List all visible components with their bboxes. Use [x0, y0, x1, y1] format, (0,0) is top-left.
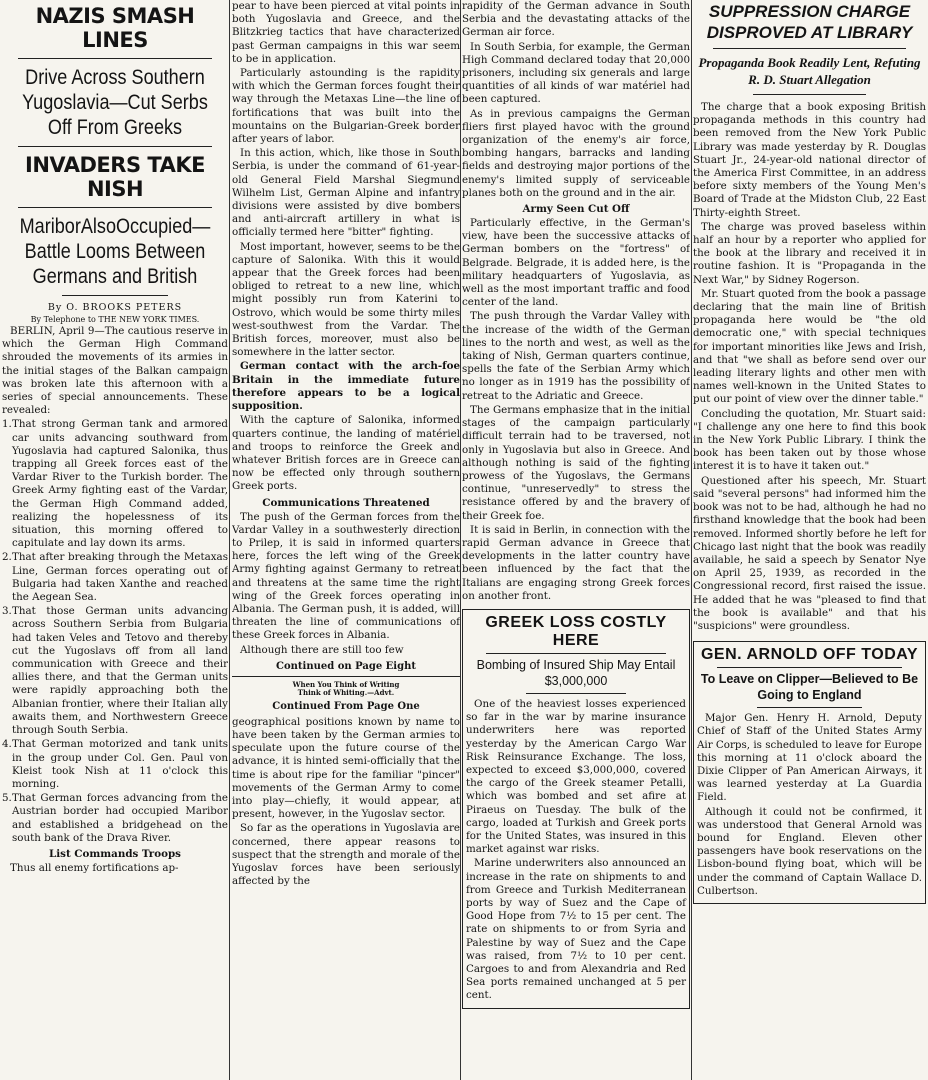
paragraph: In South Serbia, for example, the German High Command declared today that 20,000 prisoners, including six generals and large quantities of all kinds of war matériel had been captured.: [462, 40, 690, 106]
paragraph: So far as the operations in Yugoslavia are concerned, there appear reasons to suspect that the strength and morale of the Yugoslav forces have been seriously affected by the: [232, 822, 460, 888]
divider: [18, 207, 212, 208]
library-headline: SUPPRESSION CHARGE DISPROVED AT LIBRARY: [706, 2, 913, 42]
paragraph: The charge that a book exposing British propaganda methods in this country had been removed from the New York Public Library was made yesterday by R. Douglas Stuart Jr., 24-year-old national director of the America First Committee, in an address before sixty members of the Young Men's Board of Trade at the Midston Club, 22 East Thirty-eighth Street.: [693, 101, 926, 219]
paragraph: As in previous campaigns the German fliers first played havoc with the ground organization of the enemy's air force, bombing hangars, barracks and landing fields and destroying major portions of the enemy's limited supply of serviceable planes both on the ground and in the air.: [462, 107, 690, 199]
deck-1: Drive Across Southern Yugoslavia—Cut Serbs Off From Greeks: [22, 66, 208, 139]
divider: [18, 146, 212, 147]
paragraph: The charge was proved baseless within half an hour by a reporter who applied for the book at the library and received it in routine fashion. It is "Propaganda in the Next War," by Sidney Rogerson.: [693, 220, 926, 286]
box-headline: GEN. ARNOLD OFF TODAY: [700, 646, 919, 664]
list-item: 2. That after breaking through the Metaxas Line, German forces operating out of Bulgaria had taken Xanthe and reached the Aegean Sea.: [2, 551, 228, 604]
paragraph: It is said in Berlin, in connection with the rapid German advance in Greece that developments in the latter country have been influenced by the fact that the Italians are engaging strong Greek forces on another front.: [462, 523, 690, 602]
second-headline: INVADERS TAKE NISH: [25, 153, 205, 201]
divider: [526, 693, 626, 694]
divider: [232, 676, 460, 677]
paragraph: Questioned after his speech, Mr. Stuart said "several persons" had informed him the book was not to be had, although he had no firsthand knowledge that the book had been removed. Informed shortly before he left for Chicago last night that the book was readily available, he said a speech by Senator Nye on April 25, 1939, as recorded in the Congressional record, first raised the issue. He added that he was "pleased to find that the book is available" and that his "suspicions" were groundless.: [693, 474, 926, 632]
column-3: [462, 0, 690, 1080]
article-box: [693, 641, 926, 904]
subhead: List Commands Troops: [49, 847, 181, 860]
box-subhead: Bombing of Insured Ship May Entail $3,000,000: [476, 657, 676, 688]
list-item: 4. That German motorized and tank units in the group under Col. Gen. Paul von Kleist took Nish at 11 o'clock this morning.: [2, 738, 228, 790]
column-rule: [229, 0, 230, 1080]
paragraph: Particularly effective, in the German's view, have been the successive attacks of German bombers on the "fortress" of Belgrade. Belgrade, it is added here, is the military headquarters of Yugoslavia, as well as the most important traffic and food center of the land.: [462, 217, 690, 309]
continued-line: Continued From Page One: [272, 700, 420, 712]
wire-credit: By Telephone to THE NEW YORK TIMES.: [30, 315, 200, 324]
paragraph: rapidity of the German advance in South Serbia and the devastating attacks of the German air force.: [462, 0, 690, 39]
subhead: Communications Threatened: [262, 496, 430, 509]
list-item: 5. That German forces advancing from the Austrian border had occupied Maribor and established a bridgehead on the south bank of the Drava River.: [2, 792, 228, 844]
paragraph: Major Gen. Henry H. Arnold, Deputy Chief of Staff of the United States Army Air Corps, is scheduled to leave for Europe this morning at 11 o'clock aboard the Dixie Clipper of Pan American Airways, it was learned yesterday at La Guardia Field.: [697, 712, 922, 804]
deck-2: MariborAlsoOccupied— Battle Looms Between Germans and British: [19, 215, 211, 288]
paragraph: Most important, however, seems to be the capture of Salonika. With this it would appear that the Greek forces had been obliged to retreat to a new line, which might possibly run from Katerini to Ostrovo, which would be some thirty miles west-southwest from the Vardar. The British forces, moreover, must also be somewhere in the latter sector.: [232, 240, 460, 359]
paragraph: With the capture of Salonika, informed quarters continue, the landing of matériel and troops to reinforce the Greek and whatever British forces are in Greece can now be effected only through southern Greek ports.: [232, 414, 460, 493]
main-headline: NAZIS SMASH LINES: [35, 4, 195, 52]
library-deck: Propaganda Book Readily Lent, Refuting R. D. Stuart Allegation: [698, 55, 921, 87]
box-subhead: To Leave on Clipper—Believed to Be Going to England: [700, 672, 919, 703]
paragraph: One of the heaviest losses experienced so far in the war by marine insurance underwriters here was reported yesterday by the American Cargo War Risk Reinsurance Exchange. The loss, expected to exceed $3,000,000, covered the cargo of the Greek steamer Petalli, which was bombed and set afire at Piraeus on Tuesday. The bulk of the cargo, loaded at Turkish and Greek ports for the United States, was insured in this market against war risks.: [466, 697, 686, 856]
paragraph: Although it could not be confirmed, it was understood that General Arnold was bound for England. Eleven other passengers have book reservations on the Lisbon-bound flying boat, which will be under the command of Captain Wallace D. Culbertson.: [697, 805, 922, 897]
box-headline: GREEK LOSS COSTLY HERE: [485, 613, 667, 649]
divider: [18, 58, 212, 59]
paragraph: The push of the German forces from the Vardar Valley in a southwesterly direction to Prilep, it is said in informed quarters here, forces the left wing of the Greek Army fighting against Germany to retreat and threatens at the same time the right wing of the Greek forces operating in Albania. The German push, it is added, will threaten the line of communications of these Greek forces in Albania.: [232, 510, 460, 642]
column-rule: [460, 0, 461, 1080]
paragraph: Mr. Stuart quoted from the book a passage declaring that the main line of British propaganda here would be "the old democratic one," with special techniques for important minorities like Jews and Irish, and that "we shall as before send over our leading literary lights and other men with names well-known in the United States to put our point of view over the dinner table.": [693, 287, 926, 406]
ad-line: When You Think of Writing: [292, 679, 400, 689]
list-item: 3. That those German units advancing across Southern Serbia from Bulgaria had taken Veles and Tetovo and thereby cut the Yugoslavs off from all land communication with Greece and their allies there, and that the German units were rapidly approaching both the Albanian frontier, where their Italian ally awaits them, and Northwestern Greece through South Serbia.: [2, 605, 228, 737]
paragraph: Particularly astounding is the rapidity with which the German forces fought their way through the Metaxas Line—the line of fortifications that was built into the mountains on the Bulgarian-Greek border after years of labor.: [232, 67, 460, 146]
paragraph: German contact with the arch-foe Britain in the immediate future therefore appears to be a logical supposition.: [232, 360, 460, 413]
column-2: [232, 0, 460, 1080]
divider: [713, 48, 906, 49]
column-rule: [691, 0, 692, 1080]
continued-line: Continued on Page Eight: [276, 660, 416, 672]
paragraph: The push through the Vardar Valley with the increase of the width of the German lines to the north and west, as well as the taking of Nish, German quarters continue, spells the fate of the Serbian Army which no longer as in 1919 has the possibility of retreat to the Adriatic and Greece.: [462, 310, 690, 402]
paragraph: The Germans emphasize that in the initial stages of the campaign particularly difficult terrain had to be traversed, not only in Yugoslavia but also in Greece. And although nothing is said of the fighting prowess of the Yugoslavs, the Germans continue, "unreservedly" to stress the resistance offered by and the bravery of their Greek foe.: [462, 403, 690, 522]
paragraph: pear to have been pierced at vital points in both Yugoslavia and Greece, and the Blitzkrieg tactics that have characterized past German campaigns in this war seem to be in application.: [232, 0, 460, 65]
paragraph: Marine underwriters also announced an increase in the rate on shipments to and from Greece and Turkish Mediterranean ports by way of Suez and the Cape of Good Hope from 7½ to 15 per cent. The rate on shipments to or from Syria and Palestine by way of Suez and the Cape was raised, from 7½ to 10 per cent. Cargoes to and from Alexandria and Red Sea ports remained unchanged at 5 per cent.: [466, 857, 686, 1002]
subhead: Army Seen Cut Off: [522, 203, 630, 216]
column-4: [693, 0, 926, 1080]
divider: [753, 94, 866, 95]
divider: [717, 667, 902, 668]
paragraph: Thus all enemy fortifications ap-: [10, 861, 179, 874]
article-box: [462, 609, 690, 1009]
divider: [62, 295, 168, 296]
byline: By O. BROOKS PETERS: [47, 302, 183, 313]
divider: [757, 707, 862, 708]
divider: [486, 653, 666, 654]
paragraph: Concluding the quotation, Mr. Stuart said: "I challenge any one here to find this book in the New York Public Library. I think the book has been taken out by those whose interest it is to have it taken out.": [693, 407, 926, 473]
paragraph: In this action, which, like those in South Serbia, is under the command of 61-year-old General Field Marshal Siegmund Wilhelm List, German Alpine and infantry divisions were assisted by dive bombers and anti-aircraft artillery in what is officially termed here "bitter" fighting.: [232, 147, 460, 239]
column-1: [2, 0, 228, 1080]
ad-line: Think of Whiting.—Advt.: [297, 687, 395, 697]
list-item: 1. That strong German tank and armored car units advancing southward from Yugoslavia had captured Salonika, thus trapping all Greek forces east of the Vardar River to the Turkish border. The Greek Army fighting east of the Vardar, the German High Command added, realizing the hopelessness of its situation, this morning offered to capitulate and lay down its arms.: [2, 418, 228, 550]
paragraph: Although there are still too few: [240, 643, 404, 656]
lead-paragraph: BERLIN, April 9—The cautious reserve in which the German High Command shrouded the movements of its armies in the initial stages of the Balkan campaign was broken late this afternoon with a series of special announcements. These revealed:: [2, 325, 228, 417]
paragraph: geographical positions known by name to have been taken by the German armies to speculate upon the future course of the advance, it is hinted semi-officially that the time is about ripe for the familiar "pincer" movements of the German Army to come into play—chiefly, it would appear, at present, however, in the Yugoslav sector.: [232, 715, 460, 821]
